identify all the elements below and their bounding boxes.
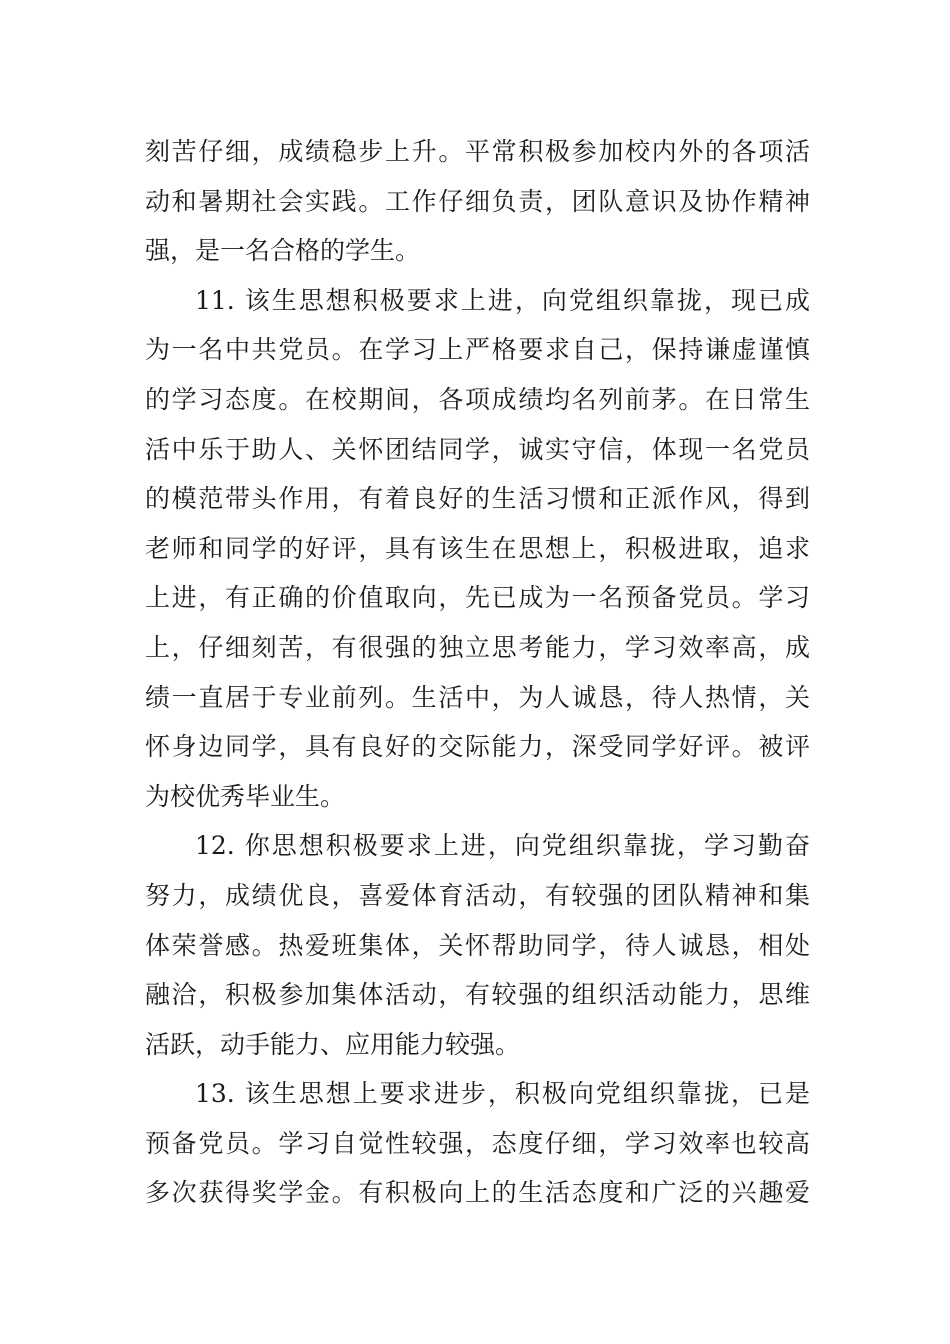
text-line: 活中乐于助人、关怀团结同学，诚实守信，体现一名党员 [145, 434, 810, 464]
text-line: 融洽，积极参加集体活动，有较强的组织活动能力，思维 [145, 980, 810, 1010]
text-line: 上进，有正确的价值取向，先已成为一名预备党员。学习 [145, 583, 810, 613]
text-line: 多次获得奖学金。有积极向上的生活态度和广泛的兴趣爱 [145, 1178, 810, 1208]
text-line: 12. 你思想积极要求上进，向党组织靠拢，学习勤奋 [195, 831, 810, 861]
text-line: 11. 该生思想积极要求上进，向党组织靠拢，现已成 [195, 285, 810, 315]
paragraph [145, 821, 810, 1069]
text-line: 体荣誉感。热爱班集体，关怀帮助同学，待人诚恳，相处 [145, 930, 810, 960]
text-line: 绩一直居于专业前列。生活中，为人诚恳，待人热情，关 [145, 682, 810, 712]
text-line: 强，是一名合格的学生。 [145, 236, 421, 266]
text-line: 老师和同学的好评，具有该生在思想上，积极进取，追求 [145, 533, 810, 563]
text-line: 活跃，动手能力、应用能力较强。 [145, 1029, 521, 1059]
text-line: 刻苦仔细，成绩稳步上升。平常积极参加校内外的各项活 [145, 137, 810, 166]
document-body [145, 127, 810, 1218]
text-line: 怀身边同学，具有良好的交际能力，深受同学好评。被评 [145, 732, 810, 762]
text-line: 13. 该生思想上要求进步，积极向党组织靠拢，已是 [195, 1079, 810, 1109]
paragraph [145, 127, 810, 276]
text-line: 预备党员。学习自觉性较强，态度仔细，学习效率也较高 [145, 1128, 810, 1158]
text-line: 的模范带头作用，有着良好的生活习惯和正派作风，得到 [145, 484, 810, 514]
text-line: 动和暑期社会实践。工作仔细负责，团队意识及协作精神 [145, 186, 810, 216]
text-line: 为校优秀毕业生。 [145, 781, 346, 811]
text-line: 努力，成绩优良，喜爱体育活动，有较强的团队精神和集 [145, 880, 810, 910]
paragraph [145, 1069, 810, 1218]
text-line: 的学习态度。在校期间，各项成绩均名列前茅。在日常生 [145, 384, 810, 414]
text-line: 上，仔细刻苦，有很强的独立思考能力，学习效率高，成 [145, 632, 810, 662]
paragraph [145, 276, 810, 822]
text-line: 为一名中共党员。在学习上严格要求自己，保持谦虚谨慎 [145, 335, 810, 365]
